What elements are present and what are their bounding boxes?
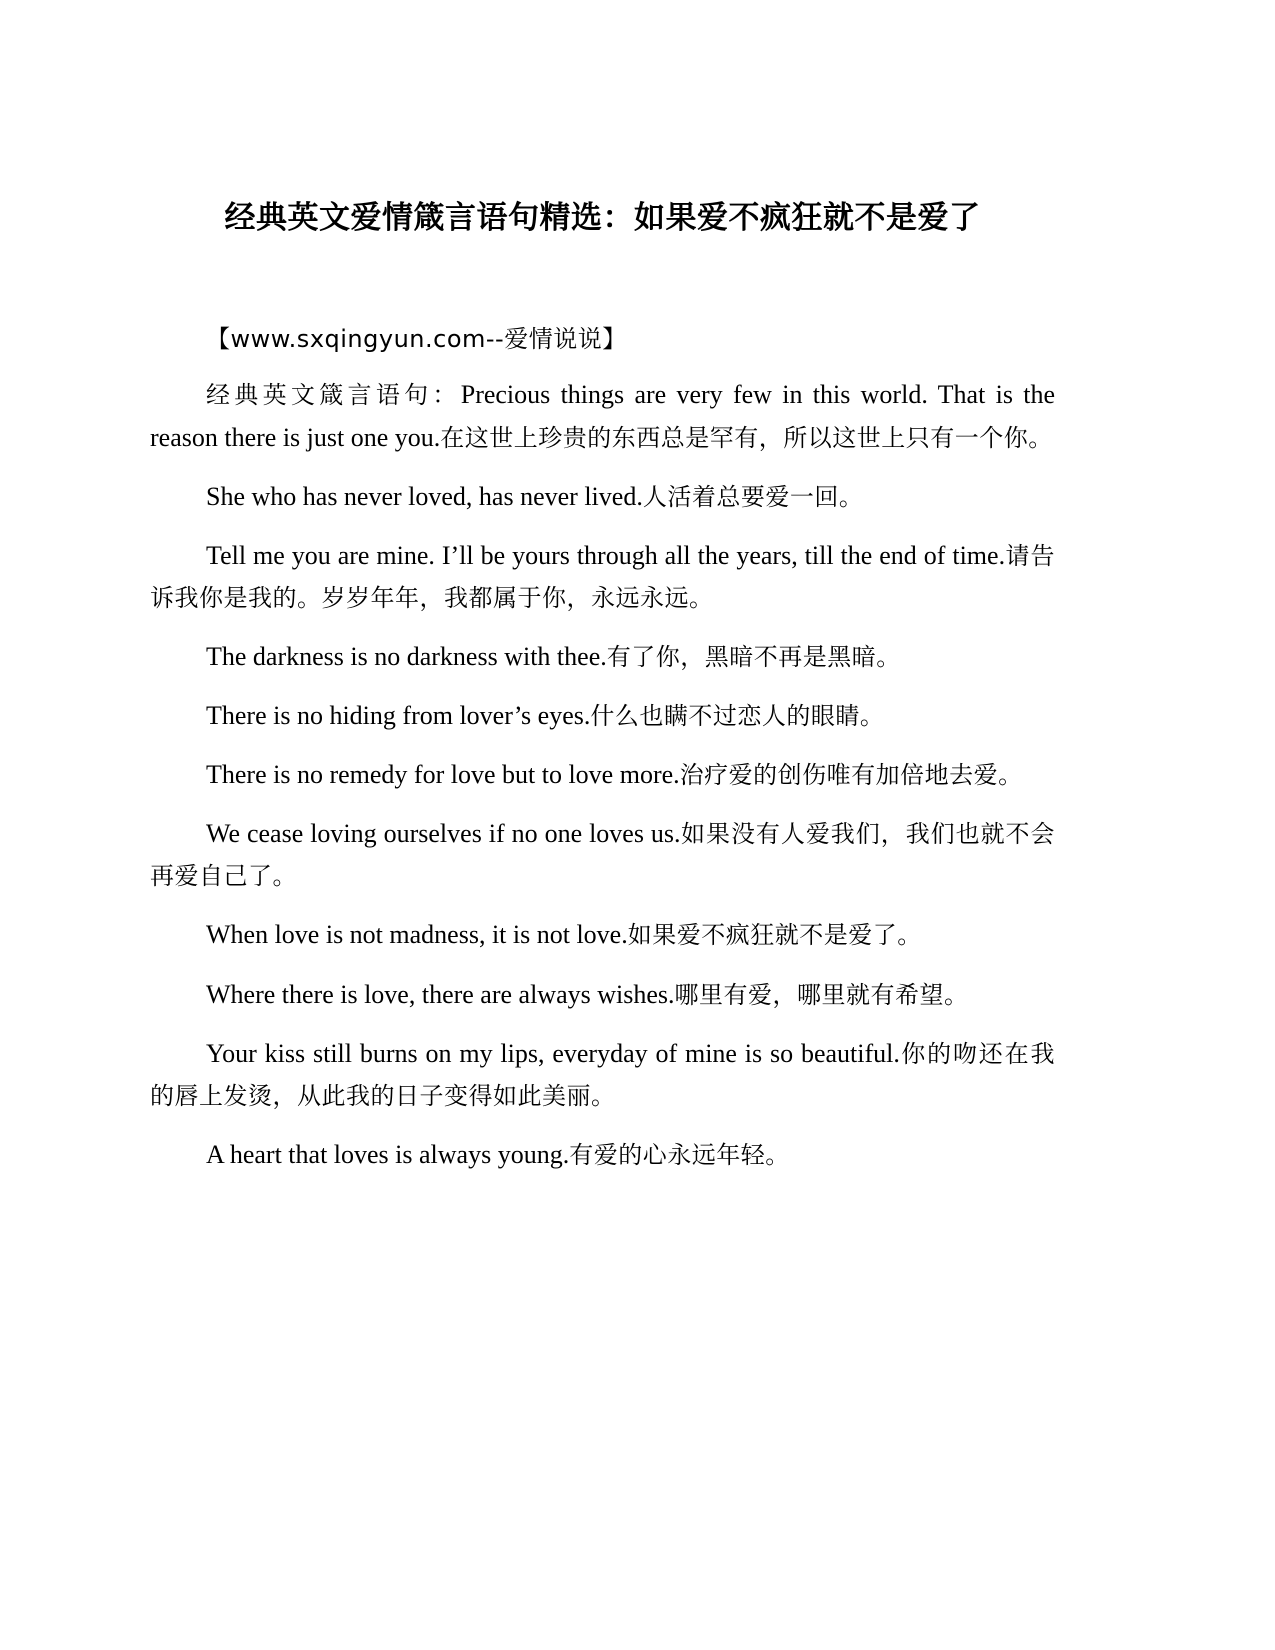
- quote-en-5: There is no hiding from lover’s eyes.: [206, 701, 591, 731]
- quote-en-11: A heart that loves is always young.: [206, 1139, 570, 1169]
- quote-paragraph-11: [150, 1134, 1055, 1176]
- quote-zh-10: 你的吻还在我的唇上发烫，从此我的日子变得如此美丽。: [150, 1039, 1055, 1110]
- document-body: [150, 0, 1055, 1176]
- quote-zh-1: 在这世上珍贵的东西总是罕有，所以这世上只有一个你。: [440, 423, 1053, 452]
- quote-en-7: We cease loving ourselves if no one loves us.: [206, 819, 681, 849]
- quote-zh-3: 请告诉我你是我的。岁岁年年，我都属于你，永远永远。: [150, 541, 1056, 612]
- quote-zh-11: 有爱的心永远年轻。: [569, 1140, 790, 1169]
- source-attribution: [150, 239, 1055, 358]
- quote-zh-4: 有了你，黑暗不再是黑暗。: [606, 642, 901, 671]
- quote-en-10: Your kiss still burns on my lips, everyday of mine is so beautiful.: [206, 1038, 900, 1068]
- quote-zh-9: 哪里有爱，哪里就有希望。: [674, 980, 969, 1009]
- quote-zh-8: 如果爱不疯狂就不是爱了。: [627, 921, 922, 950]
- quote-zh-6: 治疗爱的创伤唯有加倍地去爱。: [679, 761, 1023, 790]
- quote-paragraph-10: [150, 1033, 1055, 1117]
- source-text: 【www.sxqingyun.com--爱情说说】: [206, 325, 627, 354]
- quote-en-8: When love is not madness, it is not love.: [206, 920, 628, 950]
- quote-en-4: The darkness is no darkness with thee.: [206, 641, 607, 671]
- quote-paragraph-4: [150, 636, 1055, 678]
- quote-en-2: She who has never loved, has never lived.: [206, 481, 643, 511]
- quote-en-1: Precious things are very few in this world. That is the reason there is just one you.: [150, 380, 1056, 452]
- quote-paragraph-6: [150, 754, 1055, 796]
- quote-zh-5: 什么也瞒不过恋人的眼睛。: [590, 702, 885, 731]
- quote-en-3: Tell me you are mine. I’ll be yours through all the years, till the end of time.: [206, 540, 1006, 570]
- quote-paragraph-2: [150, 476, 1055, 518]
- quote-paragraph-1: [150, 374, 1055, 458]
- quote-paragraph-9: [150, 974, 1055, 1016]
- quote-paragraph-7: [150, 813, 1055, 897]
- quote-zh-2: 人活着总要爱一回。: [642, 482, 864, 511]
- quote-en-6: There is no remedy for love but to love more.: [206, 760, 680, 790]
- quote-paragraph-5: [150, 695, 1055, 737]
- quote-lead-zh-1: 经典英文箴言语句：: [206, 381, 461, 410]
- page-title: 经典英文爱情箴言语句精选：如果爱不疯狂就不是爱了: [224, 200, 981, 235]
- quote-paragraph-8: [150, 914, 1055, 956]
- quote-paragraph-3: [150, 535, 1055, 619]
- quote-en-9: Where there is love, there are always wishes.: [206, 979, 675, 1009]
- quote-zh-7: 如果没有人爱我们，我们也就不会再爱自己了。: [150, 820, 1056, 891]
